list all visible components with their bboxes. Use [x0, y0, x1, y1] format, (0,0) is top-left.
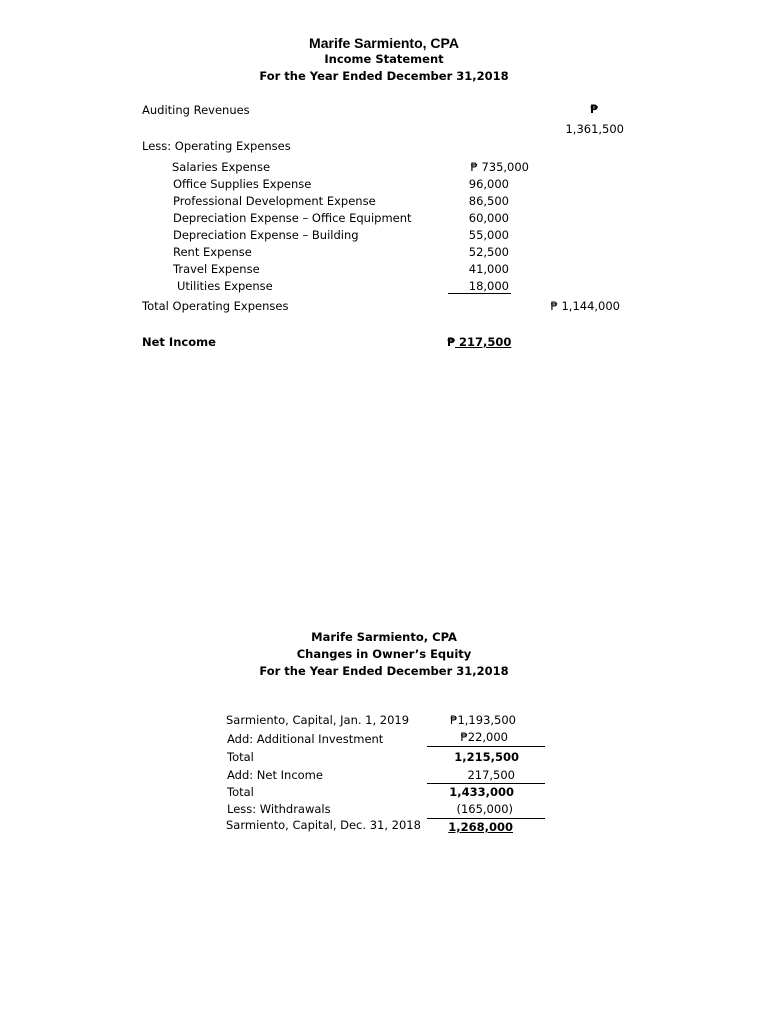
less-operating-expenses-label: Less: Operating Expenses	[142, 139, 291, 153]
equity-row-amount: (165,000)	[456, 802, 513, 816]
subtotal-rule	[427, 746, 545, 747]
expense-amount: 41,000	[468, 262, 509, 276]
expense-label: Office Supplies Expense	[173, 177, 312, 191]
equity-row-label: Sarmiento, Capital, Dec. 31, 2018	[226, 818, 421, 832]
equity-row-label: Total	[227, 785, 254, 799]
expense-label: Salaries Expense	[172, 160, 271, 174]
expense-amount: 52,500	[468, 245, 509, 259]
equity-row-amount: 217,500	[467, 768, 515, 782]
peso-sign: ₱	[447, 335, 456, 349]
subtotal-rule	[448, 293, 511, 294]
expense-amount: 60,000	[468, 211, 509, 225]
expense-amount: 96,000	[468, 177, 509, 191]
expense-amount: 86,500	[468, 194, 509, 208]
equity-row-label: Sarmiento, Capital, Jan. 1, 2019	[226, 713, 410, 727]
net-income-label: Net Income	[142, 335, 216, 349]
equity-row-amount: ₱1,193,500	[450, 713, 516, 727]
statement-period: For the Year Ended December 31,2018	[259, 69, 509, 83]
total-operating-expenses-label: Total Operating Expenses	[142, 299, 289, 313]
subtotal-rule	[427, 818, 545, 819]
revenue-label: Auditing Revenues	[142, 103, 250, 117]
expense-label: Rent Expense	[173, 245, 252, 259]
peso-sign: ₱	[590, 102, 599, 116]
equity-row-amount: 1,433,000	[449, 785, 514, 799]
equity-row-label: Less: Withdrawals	[227, 802, 331, 816]
equity-row-amount: ₱22,000	[460, 730, 508, 744]
expense-amount: 18,000	[468, 279, 509, 293]
equity-row-label: Add: Additional Investment	[227, 732, 384, 746]
net-income-amount: ₱ 217,500	[447, 335, 512, 349]
company-name: Marife Sarmiento, CPA	[311, 630, 457, 644]
statement-period: For the Year Ended December 31,2018	[259, 664, 509, 678]
equity-row-amount: 1,268,000	[448, 820, 513, 834]
equity-row-label: Add: Net Income	[227, 768, 323, 782]
total-operating-expenses-amount: ₱ 1,144,000	[550, 299, 620, 313]
expense-amount: ₱ 735,000	[470, 160, 529, 174]
expense-label: Depreciation Expense – Office Equipment	[173, 211, 412, 225]
expense-label: Depreciation Expense – Building	[173, 228, 359, 242]
equity-row-label: Total	[227, 750, 254, 764]
expense-label: Utilities Expense	[177, 279, 273, 293]
expense-label: Professional Development Expense	[173, 194, 376, 208]
statement-title: Changes in Owner’s Equity	[296, 647, 472, 661]
revenue-amount: 1,361,500	[565, 122, 624, 136]
statement-title: Income Statement	[324, 52, 444, 66]
company-name: Marife Sarmiento, CPA	[309, 35, 459, 51]
expense-amount: 55,000	[468, 228, 509, 242]
expense-label: Travel Expense	[173, 262, 260, 276]
subtotal-rule	[427, 783, 545, 784]
equity-row-amount: 1,215,500	[454, 750, 519, 764]
